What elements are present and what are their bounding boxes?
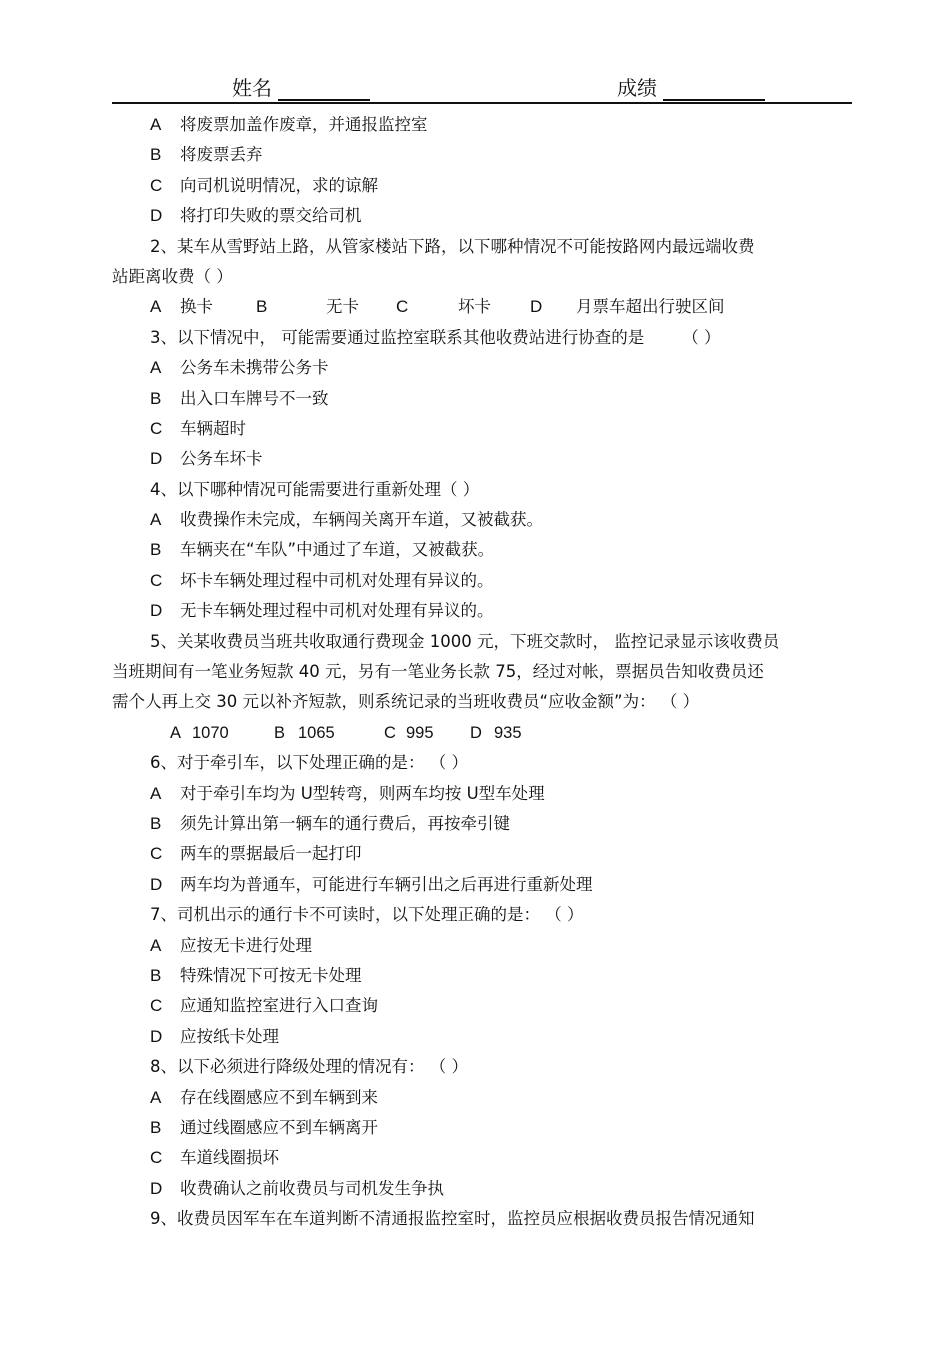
q7-option-d: D 应按纸卡处理 <box>150 1026 279 1046</box>
name-field <box>232 72 370 101</box>
q5-stem-cont-2: 需个人再上交 30 元以补齐短款，则系统记录的当班收费员“应收金额”为： （ ） <box>112 692 700 712</box>
q5-options: A 1070 B 1065 C 995 D 935 <box>112 718 852 748</box>
q5-option-d: 935 <box>494 723 522 742</box>
q4-option-d: D 无卡车辆处理过程中司机对处理有异议的。 <box>150 601 494 621</box>
q2-option-a: 换卡 <box>180 297 213 317</box>
q6-option-b: B 须先计算出第一辆车的通行费后，再按牵引键 <box>150 813 510 833</box>
q5-stem-cont-1: 当班期间有一笔业务短款 40 元，另有一笔业务长款 75，经过对帐，票据员告知收费员还 <box>112 662 764 682</box>
q8-option-d: D 收费确认之前收费员与司机发生争执 <box>150 1178 444 1198</box>
q6-option-d: D 两车均为普通车，可能进行车辆引出之后再进行重新处理 <box>150 874 593 894</box>
q1-option-c: C 向司机说明情况，求的谅解 <box>150 175 378 195</box>
name-blank[interactable] <box>278 77 370 101</box>
q1-option-a: A 将废票加盖作废章，并通报监控室 <box>150 115 428 134</box>
q3-option-d: D 公务车坏卡 <box>150 449 263 469</box>
q3-option-a: A 公务车未携带公务卡 <box>150 358 329 378</box>
q5-option-a: 1070 <box>192 723 229 742</box>
q8-option-b: B 通过线圈感应不到车辆离开 <box>150 1117 378 1137</box>
q4-stem: 4、以下哪种情况可能需要进行重新处理（ ） <box>150 479 480 499</box>
q2-option-c: 坏卡 <box>458 297 491 317</box>
q4-option-a: A 收费操作未完成，车辆闯关离开车道，又被截获。 <box>150 510 543 530</box>
exam-header <box>112 68 852 104</box>
q6-option-a: A 对于牵引车均为 U型转弯，则两车均按 U型车处理 <box>150 783 545 803</box>
q3-option-b: B 出入口车牌号不一致 <box>150 388 329 408</box>
q7-option-b: B 特殊情况下可按无卡处理 <box>150 965 362 985</box>
question-list <box>112 110 852 1234</box>
q7-option-a: A 应按无卡进行处理 <box>150 935 312 955</box>
q6-option-c: C 两车的票据最后一起打印 <box>150 844 362 864</box>
q5-stem: 5、关某收费员当班共收取通行费现金 1000 元，下班交款时， 监控记录显示该收费员 <box>150 631 780 651</box>
q2-options: A 换卡 B 无卡 C 坏卡 D 月票车超出行驶区间 <box>112 292 852 322</box>
q8-stem: 8、以下必须进行降级处理的情况有： （ ） <box>150 1057 468 1077</box>
q1-option-d: D 将打印失败的票交给司机 <box>150 206 362 226</box>
q2-stem: 2、某车从雪野站上路，从管家楼站下路，以下哪种情况不可能按路网内最远端收费 <box>150 236 755 256</box>
score-field <box>617 72 765 101</box>
q2-option-d: 月票车超出行驶区间 <box>576 297 725 317</box>
score-blank[interactable] <box>663 77 765 101</box>
q2-option-b: 无卡 <box>326 297 359 317</box>
q9-stem: 9、收费员因军车在车道判断不清通报监控室时，监控员应根据收费员报告情况通知 <box>150 1209 755 1229</box>
q5-option-b: 1065 <box>298 723 335 742</box>
name-label: 姓名 <box>232 76 272 100</box>
q3-stem: 3、以下情况中， 可能需要通过监控室联系其他收费站进行协查的是 （ ） <box>150 327 721 347</box>
q3-answer-paren[interactable]: （ ） <box>682 327 721 347</box>
q8-option-c: C 车道线圈损坏 <box>150 1148 279 1168</box>
q7-stem: 7、司机出示的通行卡不可读时，以下处理正确的是： （ ） <box>150 905 584 925</box>
q2-stem-cont: 站距离收费（ ） <box>112 266 233 286</box>
q4-option-c: C 坏卡车辆处理过程中司机对处理有异议的。 <box>150 570 494 590</box>
q3-option-c: C 车辆超时 <box>150 418 246 438</box>
q6-stem: 6、对于牵引车，以下处理正确的是： （ ） <box>150 753 468 773</box>
q4-option-b: B 车辆夹在“车队”中通过了车道，又被截获。 <box>150 540 495 560</box>
score-label: 成绩 <box>617 76 657 100</box>
q8-option-a: A 存在线圈感应不到车辆到来 <box>150 1087 378 1107</box>
q7-option-c: C 应通知监控室进行入口查询 <box>150 996 378 1016</box>
q1-option-b: B 将废票丢弃 <box>150 145 263 165</box>
q5-option-c: 995 <box>406 723 434 742</box>
